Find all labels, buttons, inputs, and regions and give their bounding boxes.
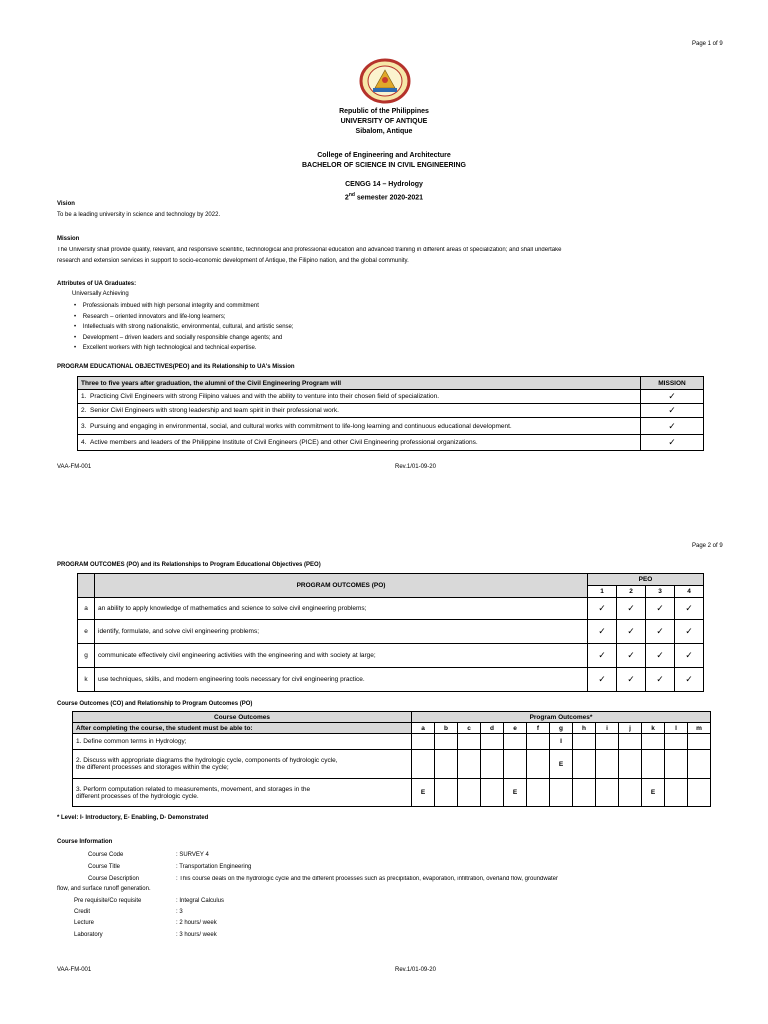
check-icon: ✓ [675,644,704,668]
course-description-cont: flow, and surface runoff generation. [57,886,151,892]
check-icon: ✓ [646,668,675,692]
table-row: a an ability to apply knowledge of mathematics and science to solve civil engineering problems; ✓ ✓ ✓ ✓ [78,598,704,620]
check-icon: ✓ [617,620,646,644]
header-program: BACHELOR OF SCIENCE IN CIVIL ENGINEERING [302,162,466,169]
check-icon: ✓ [646,598,675,620]
check-icon: ✓ [588,644,617,668]
check-icon: ✓ [646,620,675,644]
table-row: 4. Active members and leaders of the Philippine Institute of Civil Engineers (PICE) and other Civil Engineering professional organizations. ✓ [78,435,704,451]
table-row: 1. Define common terms in Hydrology; I [73,734,711,750]
co-header: Course Outcomes [73,712,412,723]
co-table: Course Outcomes Program Outcomes* After completing the course, the student must be able to: a b c d e f g h i j k l m 1. Define common terms in Hydrology; I 2. Discuss with appropriate diagrams the hydrologic cycle, components of hydrologic cycle, the different processes and storages within the cycle; E 3. Perform computation related to measurements, movement, and storages in the different processes of the hydrologic cycle. E E E [72,711,711,807]
header-course: CENGG 14 – Hydrology [345,181,423,188]
page-number: Page 1 of 9 [692,41,723,47]
page-number: Page 2 of 9 [692,543,723,549]
table-row: 1. Practicing Civil Engineers with strong Filipino values and with the ability to venture into their chosen field of specialization. ✓ [78,390,704,404]
check-icon: ✓ [675,668,704,692]
peo-mission-header: MISSION [641,377,704,390]
credit-label: Credit [74,909,91,915]
attributes-title: Attributes of UA Graduates: [57,281,137,287]
attributes-subtitle: Universally Achieving [72,291,129,297]
table-row: 2. Senior Civil Engineers with strong leadership and team spirit in their professional work. ✓ [78,404,704,418]
po-header: PROGRAM OUTCOMES (PO) [95,574,588,598]
laboratory-label: Laboratory [74,932,103,938]
footer-revision: Rev.1/01-09-20 [395,967,436,973]
attribute-item: • Intellectuals with strong nationalistic, environmental, cultural, and artistic sense; [74,324,294,330]
co-title: Course Outcomes (CO) and Relationship to Program Outcomes (PO) [57,701,253,707]
course-description-label: Course Description [88,876,140,882]
attributes-list [74,301,294,354]
check-icon: ✓ [617,598,646,620]
header-university: UNIVERSITY OF ANTIQUE [340,118,428,125]
course-description-value: : This course deals on the hydrologic cycle and the different processes such as precipitation, evaporation, infiltration, overland flow, groundwater [176,876,558,882]
table-row: e identify, formulate, and solve civil engineering problems; ✓ ✓ ✓ ✓ [78,620,704,644]
mission-line-2: research and extension services in support to socio-economic development of Antique, the Filipino nation, and the global community. [57,258,409,264]
peo-header: Three to five years after graduation, the alumni of the Civil Engineering Program will [78,377,641,390]
peo-group-header: PEO [588,574,704,586]
mission-line-1: The University shall provide quality, relevant, and responsive scientific, technological and professional education and advanced training in different areas of specialization; and shall undertake [57,247,562,253]
course-title-label: Course Title [88,864,121,870]
attribute-item: • Research – oriented innovators and life-long learners; [74,313,226,320]
mission-title: Mission [57,236,80,242]
check-icon: ✓ [588,598,617,620]
check-icon: ✓ [588,620,617,644]
peo-table [77,376,704,451]
prerequisite-value: : Integral Calculus [176,898,225,904]
footer-form-code: VAA-FM-001 [57,464,92,470]
course-info-title: Course Information [57,839,113,845]
attribute-item: • Professionals imbued with high personal integrity and commitment [74,303,259,309]
check-icon: ✓ [617,644,646,668]
vision-title: Vision [57,201,75,207]
check-icon: ✓ [675,598,704,620]
check-icon: ✓ [641,404,704,418]
level-note: * Level: I- Introductory, E- Enabling, D- Demonstrated [57,815,209,821]
course-code-label: Course Code [88,852,124,858]
course-title-value: : Transportation Engineering [176,864,252,870]
credit-value: : 3 [176,909,183,915]
table-row: 2. Discuss with appropriate diagrams the hydrologic cycle, components of hydrologic cycle, the different processes and storages within the cycle; E [73,750,711,779]
lecture-label: Lecture [74,920,95,926]
footer-revision: Rev.1/01-09-20 [395,464,436,470]
po-group-header: Program Outcomes* [412,712,711,723]
attribute-item: • Development – driven leaders and socially responsible change agents; and [74,334,283,341]
table-row: g communicate effectively civil engineering activities with the engineering and with society at large; ✓ ✓ ✓ ✓ [78,644,704,668]
peo-title: PROGRAM EDUCATIONAL OBJECTIVES(PEO) and its Relationship to UA's Mission [57,364,295,370]
university-seal-icon [359,58,411,104]
check-icon: ✓ [588,668,617,692]
prerequisite-label: Pre requisite/Co requisite [74,898,142,904]
header-location: Sibalom, Antique [355,128,413,135]
check-icon: ✓ [617,668,646,692]
header-semester: 2nd semester 2020-2021 [344,192,424,202]
footer-form-code: VAA-FM-001 [57,967,92,973]
check-icon: ✓ [675,620,704,644]
table-row: k use techniques, skills, and modern engineering tools necessary for civil engineering practice. ✓ ✓ ✓ ✓ [78,668,704,692]
co-subheader: After completing the course, the student must be able to: [73,723,412,734]
header-country: Republic of the Philippines [339,108,429,115]
check-icon: ✓ [641,435,704,451]
laboratory-value: : 3 hours/ week [176,932,217,938]
check-icon: ✓ [641,390,704,404]
po-table: PROGRAM OUTCOMES (PO) PEO 1 2 3 4 a an ability to apply knowledge of mathematics and science to solve civil engineering problems; ✓ ✓ ✓ ✓ e identify, formulate, and solve civil engineering problems; ✓ ✓ ✓ ✓ g communicate effectively civil engineering activities with the engineering and with society at large; ✓ ✓ ✓ ✓ k use techniques, skills, and modern engineering tools necessary for civil engineering practice. ✓ ✓ ✓ ✓ [77,573,704,692]
po-title: PROGRAM OUTCOMES (PO) and its Relationships to Program Educational Objectives (PEO) [57,562,321,568]
check-icon: ✓ [641,418,704,435]
check-icon: ✓ [646,644,675,668]
vision-text: To be a leading university in science and technology by 2022. [57,212,221,218]
course-code-value: : SURVEY 4 [176,852,209,858]
attribute-item: • Excellent workers with high technological and technical expertise. [74,345,257,351]
lecture-value: : 2 hours/ week [176,920,217,926]
header-college: College of Engineering and Architecture [317,152,451,159]
table-row: 3. Perform computation related to measurements, movement, and storages in the different processes of the hydrologic cycle. E E E [73,779,711,807]
table-row: 3. Pursuing and engaging in environmental, social, and cultural works with commitment to life-long learning and continuous educational development. ✓ [78,418,704,435]
